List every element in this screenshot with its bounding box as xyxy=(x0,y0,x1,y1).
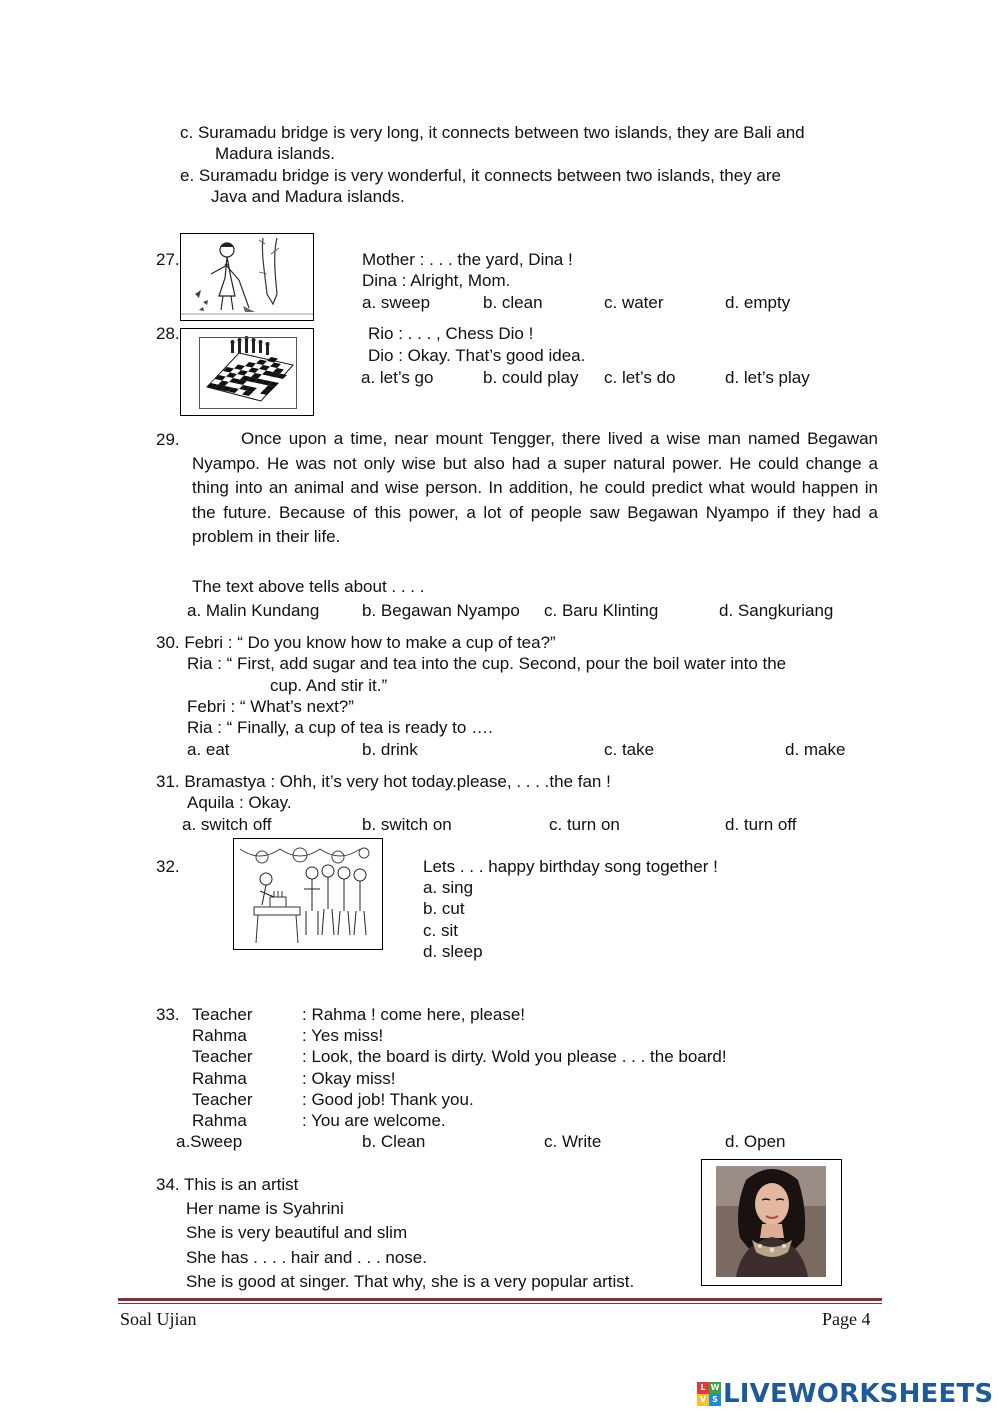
q28-option-c: c. let’s do xyxy=(604,368,676,387)
q27-line-dina: Dina : Alright, Mom. xyxy=(362,271,511,290)
q33-option-a: a.Sweep xyxy=(176,1132,243,1151)
q32-number: 32. xyxy=(156,857,180,876)
q32-prompt: Lets . . . happy birthday song together ! xyxy=(423,857,718,876)
q29-number: 29. xyxy=(156,430,180,449)
liveworksheets-wordmark: LIVEWORKSHEETS xyxy=(723,1379,994,1409)
q30-line-ria-2: Ria : “ Finally, a cup of tea is ready to …. xyxy=(187,718,493,737)
q33-text-3: : Look, the board is dirty. Wold you please . . . the board! xyxy=(302,1047,727,1066)
q27-line-mother: Mother : . . . the yard, Dina ! xyxy=(362,250,573,269)
q32-picture-birthday-party xyxy=(233,838,383,950)
q27-option-c: c. water xyxy=(604,293,664,312)
q33-speaker-2: Rahma xyxy=(192,1026,247,1045)
q28-option-a: a. let’s go xyxy=(361,368,434,387)
footer-page-number: Page 4 xyxy=(822,1309,871,1329)
q30-option-d: d. make xyxy=(785,740,846,759)
q34-line-3: She is very beautiful and slim xyxy=(186,1223,408,1242)
q27-option-a: a. sweep xyxy=(362,293,431,312)
q33-text-1: : Rahma ! come here, please! xyxy=(302,1005,526,1024)
liveworksheets-mark-icon xyxy=(697,1382,721,1406)
q28-number: 28. xyxy=(156,324,180,343)
q34-line-2: Her name is Syahrini xyxy=(186,1199,344,1218)
q30-line-ria-1: Ria : “ First, add sugar and tea into the cup. Second, pour the boil water into the xyxy=(187,654,787,673)
q33-speaker-1: Teacher xyxy=(192,1005,253,1024)
q31-option-b: b. switch on xyxy=(362,815,452,834)
footer-rule-thin xyxy=(118,1303,882,1304)
q30-option-c: c. take xyxy=(604,740,655,759)
q31-line-bramastya: 31. Bramastya : Ohh, it’s very hot today.please, . . . .the fan ! xyxy=(156,772,611,791)
q33-speaker-6: Rahma xyxy=(192,1111,247,1130)
q33-option-d: d. Open xyxy=(725,1132,786,1151)
q31-option-d: d. turn off xyxy=(725,815,797,834)
q33-option-c: c. Write xyxy=(544,1132,602,1151)
q33-option-b: b. Clean xyxy=(362,1132,426,1151)
q29-question: The text above tells about . . . . xyxy=(192,577,425,596)
q34-line-1: 34. This is an artist xyxy=(156,1175,299,1194)
q26-option-c-cont: Madura islands. xyxy=(215,144,336,163)
q31-option-a: a. switch off xyxy=(182,815,272,834)
q32-option-d: d. sleep xyxy=(423,942,483,961)
q28-picture-chess xyxy=(180,328,314,416)
q26-option-c: c. Suramadu bridge is very long, it connects between two islands, they are Bali and xyxy=(180,123,805,142)
q32-option-a: a. sing xyxy=(423,878,474,897)
q30-line-ria-1-cont: cup. And stir it.” xyxy=(270,676,388,695)
q28-option-b: b. could play xyxy=(483,368,579,387)
mark-letter-2: W xyxy=(710,1383,720,1392)
birthday-party-illustration xyxy=(234,839,382,949)
mark-letter-1: L xyxy=(697,1382,709,1394)
q33-text-5: : Good job! Thank you. xyxy=(302,1090,474,1109)
q33-text-6: : You are welcome. xyxy=(302,1111,446,1130)
q26-option-e-cont: Java and Madura islands. xyxy=(211,187,405,206)
q30-option-a: a. eat xyxy=(187,740,230,759)
q26-option-e: e. Suramadu bridge is very wonderful, it connects between two islands, they are xyxy=(180,166,781,185)
q31-line-aquila: Aquila : Okay. xyxy=(187,793,292,812)
q29-passage: Once upon a time, near mount Tengger, there lived a wise man named Begawan Nyampo. He was not only wise but also had a super natural power. He could change a thing into an animal and wise person. In addition, he could predict what would happen in the future. Because of this power, a lot of people saw Begawan Nyampo if they had a problem in their life. xyxy=(192,429,878,546)
q32-option-b: b. cut xyxy=(423,899,465,918)
q33-speaker-5: Teacher xyxy=(192,1090,253,1109)
q28-line-dio: Dio : Okay. That’s good idea. xyxy=(368,346,586,365)
q28-option-d: d. let’s play xyxy=(725,368,810,387)
q31-option-c: c. turn on xyxy=(549,815,620,834)
q33-speaker-3: Teacher xyxy=(192,1047,253,1066)
q32-option-c: c. sit xyxy=(423,921,458,940)
girl-sweeping-illustration xyxy=(181,234,313,320)
footer-rule xyxy=(118,1298,882,1301)
q30-option-b: b. drink xyxy=(362,740,418,759)
q33-speaker-4: Rahma xyxy=(192,1069,247,1088)
artist-portrait xyxy=(702,1160,841,1285)
q30-line-febri-2: Febri : “ What’s next?” xyxy=(187,697,354,716)
q27-option-b: b. clean xyxy=(483,293,543,312)
q29-option-d: d. Sangkuriang xyxy=(719,601,834,620)
q29-option-a: a. Malin Kundang xyxy=(187,601,320,620)
q29-option-b: b. Begawan Nyampo xyxy=(362,601,520,620)
q34-picture-artist xyxy=(701,1159,842,1286)
q34-line-5: She is good at singer. That why, she is a very popular artist. xyxy=(186,1272,635,1291)
q27-picture-girl-sweeping xyxy=(180,233,314,321)
liveworksheets-logo xyxy=(697,1379,993,1409)
q27-option-d: d. empty xyxy=(725,293,791,312)
footer-left-label: Soal Ujian xyxy=(120,1309,197,1329)
mark-letter-4: S xyxy=(709,1394,721,1406)
mark-letter-3: V xyxy=(697,1394,709,1406)
q34-line-4: She has . . . . hair and . . . nose. xyxy=(186,1248,427,1267)
q27-number: 27. xyxy=(156,250,180,269)
q33-number: 33. xyxy=(156,1005,180,1024)
q29-option-c: c. Baru Klinting xyxy=(544,601,659,620)
q28-line-rio: Rio : . . . , Chess Dio ! xyxy=(368,324,534,343)
q30-line-febri-1: 30. Febri : “ Do you know how to make a cup of tea?” xyxy=(156,633,556,652)
q33-text-2: : Yes miss! xyxy=(302,1026,384,1045)
q33-text-4: : Okay miss! xyxy=(302,1069,396,1088)
